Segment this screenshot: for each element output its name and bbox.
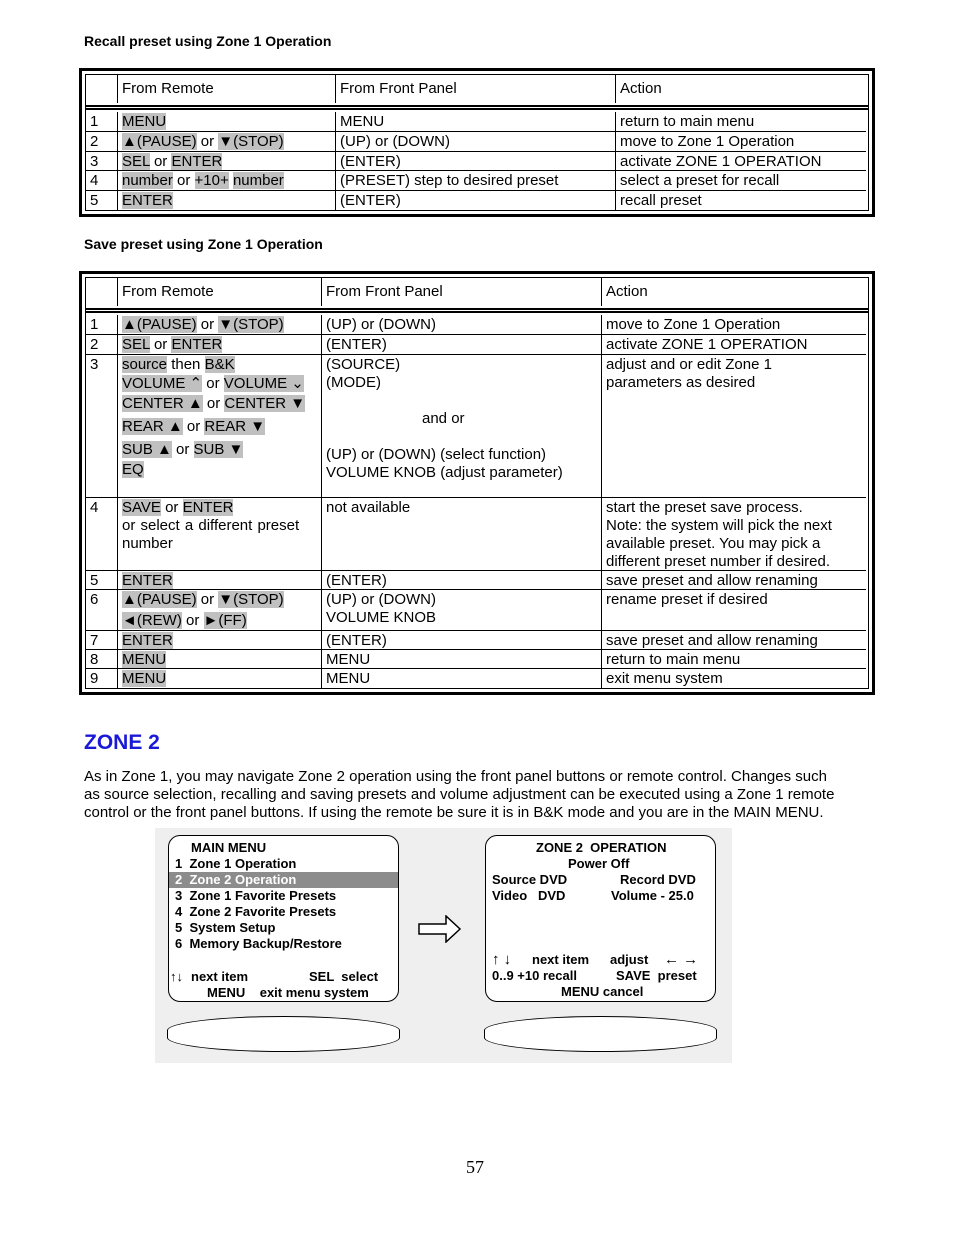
menu-item: 3 Zone 1 Favorite Presets bbox=[175, 888, 337, 903]
menu-item: 5 System Setup bbox=[175, 920, 276, 935]
panel-cell: (ENTER) bbox=[322, 335, 602, 355]
remote-key: ◄(REW) bbox=[122, 612, 182, 629]
panel-cell: MENU bbox=[322, 669, 602, 688]
or-text: or bbox=[181, 612, 204, 629]
action-line: Note: the system will pick the next bbox=[606, 517, 832, 534]
panel-line: (UP) or (DOWN) (select function) bbox=[326, 446, 547, 463]
remote-key: ▼(STOP) bbox=[218, 133, 284, 150]
remote-key: B&K bbox=[204, 356, 235, 373]
row-number: 7 bbox=[86, 631, 118, 650]
row-number: 5 bbox=[86, 191, 118, 210]
action-line: parameters as desired bbox=[606, 374, 756, 391]
remote-key: ▼(STOP) bbox=[218, 591, 284, 608]
action-cell: rename preset if desired bbox=[602, 590, 866, 631]
left-right-arrows-icon: ← → bbox=[664, 951, 699, 968]
panel-cell: (PRESET) step to desired preset bbox=[336, 171, 616, 191]
hint-cancel: MENU cancel bbox=[561, 984, 644, 999]
or-text: or bbox=[171, 441, 194, 458]
action-cell: move to Zone 1 Operation bbox=[616, 132, 866, 152]
panel-line: (MODE) bbox=[326, 374, 381, 391]
remote-key: ENTER bbox=[182, 499, 234, 516]
remote-cell bbox=[118, 152, 336, 171]
remote-key: VOLUME ⌃ bbox=[122, 375, 203, 392]
panel-line: and or bbox=[422, 410, 465, 427]
remote-key: number bbox=[122, 172, 173, 189]
remote-key: SUB ▲ bbox=[122, 441, 172, 458]
header-separator bbox=[86, 105, 868, 110]
row-number: 5 bbox=[86, 571, 118, 590]
remote-cell bbox=[118, 650, 322, 669]
remote-key: REAR ▲ bbox=[122, 418, 183, 435]
remote-cell bbox=[118, 571, 322, 590]
or-text: or bbox=[196, 316, 219, 333]
remote-key: ►(FF) bbox=[203, 612, 247, 629]
remote-key: ENTER bbox=[171, 336, 223, 353]
remote-key: SEL bbox=[122, 336, 150, 353]
hint-select: SEL select bbox=[309, 969, 379, 984]
action-cell: save preset and allow renaming bbox=[602, 631, 866, 650]
or-text: or bbox=[149, 153, 172, 170]
remote-key: REAR ▼ bbox=[204, 418, 266, 435]
up-down-arrows-icon: ↑↓ bbox=[170, 969, 183, 984]
video-value: Video DVD bbox=[492, 888, 566, 903]
row-number: 6 bbox=[86, 590, 118, 631]
remote-cell bbox=[118, 355, 322, 498]
remote-cell bbox=[118, 132, 336, 152]
action-cell: return to main menu bbox=[602, 650, 866, 669]
remote-cell bbox=[118, 171, 336, 191]
page-number: 57 bbox=[466, 1157, 484, 1177]
then-text: then bbox=[167, 356, 205, 373]
display-window-right bbox=[484, 1016, 717, 1052]
header-num-cell bbox=[86, 278, 118, 306]
panel-cell: (ENTER) bbox=[322, 631, 602, 650]
recall-table bbox=[79, 68, 875, 217]
header-from-remote: From Remote bbox=[118, 278, 322, 306]
remote-line: or select a different preset bbox=[122, 517, 300, 534]
save-table bbox=[79, 271, 875, 695]
row-number: 9 bbox=[86, 669, 118, 688]
remote-cell bbox=[118, 191, 336, 210]
paragraph-line: As in Zone 1, you may navigate Zone 2 operation using the front panel buttons or remote control. Changes such bbox=[84, 768, 827, 785]
action-line: available preset. You may pick a bbox=[606, 535, 821, 552]
row-number: 1 bbox=[86, 315, 118, 335]
remote-key: ▲(PAUSE) bbox=[122, 591, 197, 608]
hint-recall: 0..9 +10 recall bbox=[492, 968, 577, 983]
zone2-operation-screen bbox=[485, 835, 716, 1002]
zone2-title: ZONE 2 bbox=[84, 731, 160, 754]
row-number: 4 bbox=[86, 498, 118, 571]
remote-key: SUB ▼ bbox=[193, 441, 244, 458]
remote-key: CENTER ▲ bbox=[122, 395, 203, 412]
display-window-left bbox=[167, 1016, 400, 1052]
row-number: 4 bbox=[86, 171, 118, 191]
or-text: or bbox=[196, 133, 219, 150]
power-status: Power Off bbox=[568, 856, 630, 871]
remote-key: CENTER ▼ bbox=[224, 395, 306, 412]
remote-key: ENTER bbox=[122, 632, 173, 649]
panel-cell: (ENTER) bbox=[322, 571, 602, 590]
up-down-arrows-icon: ↑ ↓ bbox=[492, 951, 512, 968]
volume-value: Volume - 25.0 bbox=[611, 888, 694, 903]
or-text: or bbox=[149, 336, 172, 353]
remote-cell bbox=[118, 112, 336, 132]
recall-header-row bbox=[86, 75, 868, 107]
menu-item: 6 Memory Backup/Restore bbox=[175, 936, 342, 951]
hint-adjust: adjust bbox=[610, 952, 649, 967]
or-text: or bbox=[202, 395, 225, 412]
screen-title: ZONE 2 OPERATION bbox=[536, 840, 667, 855]
remote-cell bbox=[118, 335, 322, 355]
right-arrow-icon bbox=[418, 915, 462, 943]
header-separator bbox=[86, 308, 868, 313]
panel-line: (UP) or (DOWN) bbox=[326, 591, 436, 608]
save-header-row bbox=[86, 278, 868, 310]
row-number: 2 bbox=[86, 335, 118, 355]
remote-key: ▲(PAUSE) bbox=[122, 316, 197, 333]
action-cell: save preset and allow renaming bbox=[602, 571, 866, 590]
panel-cell: not available bbox=[322, 498, 602, 571]
or-text: or bbox=[202, 375, 224, 392]
row-number: 8 bbox=[86, 650, 118, 669]
action-cell: move to Zone 1 Operation bbox=[602, 315, 866, 335]
action-line: different preset number if desired. bbox=[606, 553, 831, 570]
or-text: or bbox=[172, 172, 195, 189]
remote-key: source bbox=[122, 356, 168, 373]
panel-cell bbox=[322, 590, 602, 631]
header-from-front-panel: From Front Panel bbox=[336, 75, 616, 103]
recall-heading: Recall preset using Zone 1 Operation bbox=[84, 33, 332, 49]
screen-title: MAIN MENU bbox=[191, 840, 267, 855]
remote-key: ENTER bbox=[122, 572, 173, 589]
remote-key: SEL bbox=[122, 153, 150, 170]
or-text: or bbox=[182, 418, 205, 435]
or-text: or bbox=[160, 499, 183, 516]
panel-cell: (UP) or (DOWN) bbox=[336, 132, 616, 152]
record-value: Record DVD bbox=[620, 872, 696, 887]
remote-key: ENTER bbox=[122, 192, 173, 209]
menu-item: 1 Zone 1 Operation bbox=[175, 856, 297, 871]
header-from-front-panel: From Front Panel bbox=[322, 278, 602, 306]
action-line: adjust and or edit Zone 1 bbox=[606, 356, 772, 373]
remote-key: VOLUME ⌄ bbox=[223, 375, 304, 392]
header-num-cell bbox=[86, 75, 118, 103]
main-menu-screen bbox=[168, 835, 399, 1002]
panel-cell: MENU bbox=[322, 650, 602, 669]
front-panel-illustration bbox=[155, 828, 732, 1063]
remote-key: EQ bbox=[122, 461, 144, 478]
remote-key: MENU bbox=[122, 113, 167, 130]
remote-key: ▼(STOP) bbox=[218, 316, 284, 333]
panel-line: VOLUME KNOB bbox=[326, 609, 437, 626]
remote-key: ▲(PAUSE) bbox=[122, 133, 197, 150]
row-number: 3 bbox=[86, 355, 118, 498]
remote-key: +10+ bbox=[194, 172, 229, 189]
action-cell bbox=[602, 498, 866, 571]
header-from-remote: From Remote bbox=[118, 75, 336, 103]
remote-line: number bbox=[122, 535, 173, 552]
menu-item-selected: 2 Zone 2 Operation bbox=[169, 872, 398, 888]
save-heading: Save preset using Zone 1 Operation bbox=[84, 236, 323, 252]
remote-key: number bbox=[232, 172, 284, 189]
panel-cell: (UP) or (DOWN) bbox=[322, 315, 602, 335]
action-cell: exit menu system bbox=[606, 670, 723, 687]
hint-next-item: next item bbox=[191, 969, 249, 984]
hint-next-item: next item bbox=[532, 952, 590, 967]
panel-cell bbox=[322, 355, 602, 498]
action-cell: activate ZONE 1 OPERATION bbox=[616, 152, 866, 171]
remote-cell bbox=[118, 669, 322, 688]
remote-cell bbox=[118, 498, 322, 571]
hint-exit: MENU exit menu system bbox=[207, 985, 369, 1000]
remote-cell bbox=[118, 315, 322, 335]
panel-cell: MENU bbox=[336, 112, 616, 132]
action-cell: recall preset bbox=[620, 192, 702, 209]
header-action: Action bbox=[620, 80, 662, 97]
source-value: Source DVD bbox=[492, 872, 568, 887]
menu-item: 4 Zone 2 Favorite Presets bbox=[175, 904, 337, 919]
action-cell: return to main menu bbox=[616, 112, 866, 132]
action-cell bbox=[602, 355, 866, 498]
action-line: start the preset save process. bbox=[606, 499, 803, 516]
action-cell: select a preset for recall bbox=[616, 171, 866, 191]
panel-line: (SOURCE) bbox=[326, 356, 401, 373]
or-text: or bbox=[196, 591, 219, 608]
paragraph-line: as source selection, recalling and saving presets and volume adjustment can be executed using a Zone 1 remote bbox=[84, 786, 835, 803]
row-number: 3 bbox=[86, 152, 118, 171]
remote-cell bbox=[118, 631, 322, 650]
header-action: Action bbox=[606, 283, 648, 300]
row-number: 2 bbox=[86, 132, 118, 152]
panel-cell: (ENTER) bbox=[336, 152, 616, 171]
zone2-paragraph bbox=[84, 768, 884, 822]
panel-cell: (ENTER) bbox=[336, 191, 616, 210]
remote-key: ENTER bbox=[171, 153, 223, 170]
remote-key: SAVE bbox=[122, 499, 161, 516]
remote-key: MENU bbox=[122, 651, 167, 668]
remote-cell bbox=[118, 590, 322, 631]
panel-line: VOLUME KNOB (adjust parameter) bbox=[326, 464, 563, 481]
remote-key: MENU bbox=[122, 670, 167, 687]
action-cell: activate ZONE 1 OPERATION bbox=[602, 335, 866, 355]
hint-save: SAVE preset bbox=[616, 968, 697, 983]
row-number: 1 bbox=[86, 112, 118, 132]
paragraph-line: control or the front panel buttons. If using the remote be sure it is in B&K mode and you are in the MAIN MENU. bbox=[84, 804, 824, 821]
